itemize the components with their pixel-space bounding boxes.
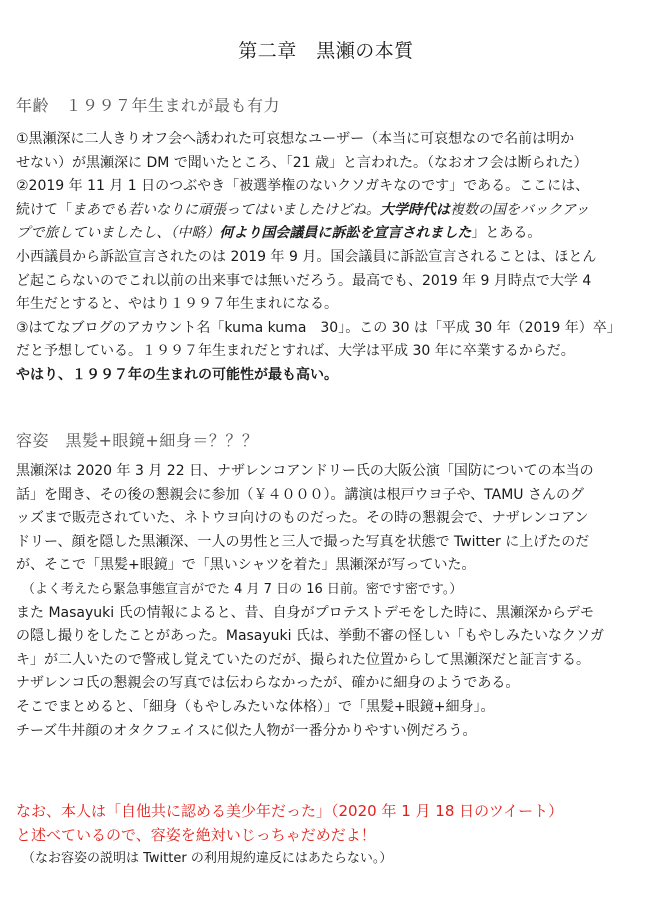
body-line: 黒瀬深は 2020 年 3 月 22 日、ナザレンコアンドリー氏の大阪公演「国防についての本当の	[16, 463, 594, 479]
italic-quote: まあでも若いなりに頑張ってはいましたけどね。	[72, 201, 380, 218]
aside-line: （よく考えたら緊急事態宣言がでた 4 月 7 日の 16 日前。密です密です。）	[22, 581, 463, 597]
body-line: ど起こらないのでこれ以前の出来事では無いだろう。最高でも、2019 年 9 月時点で大学 4	[16, 272, 592, 289]
warning-line: と述べているので、容姿を絶対いじっちゃだめだよ！	[16, 825, 376, 844]
italic-quote: 複数の国を	[450, 201, 520, 218]
body-line: ②2019 年 11 月 1 日のつぶやき「被選挙権のないクソガキなのです」である。ここには、	[16, 178, 590, 195]
body-line: ッズまで販売されていた、ネトウヨ向けのものだった。その時の懇親会で、ナザレンコアン	[16, 510, 589, 527]
bold-italic-quote: 大学時代は	[380, 201, 450, 218]
body-line-quote	[16, 199, 646, 223]
body-line: 小西議員から訴訟宣言されたのは 2019 年 9 月。国会議員に訴訟宣言されることは、ほとん	[16, 248, 597, 265]
body-line: ナザレンコ氏の懇親会の写真では伝わらなかったが、確かに細身のようである。	[16, 675, 520, 692]
section-appearance-body	[16, 460, 646, 743]
section-heading-appearance: 容姿 黒髪+眼鏡+細身＝？？？	[16, 431, 259, 450]
body-line: 話」を聞き、その後の懇親会に参加（￥４０００）。講演は根戸ウヨ子や、TAMU さんのグ	[16, 486, 584, 503]
chapter-title: 第二章 黒瀬の本質	[238, 40, 414, 62]
warning-block	[16, 800, 646, 871]
body-line: また Masayuki 氏の情報によると、昔、自身がプロテストデモをした時に、黒瀬深からデモ	[16, 604, 595, 621]
warning-line: なお、本人は「自他共に認める美少年だった」（2020 年 1 月 18 日のツイート）	[16, 802, 564, 820]
italic-quote: プで旅していましたし、（中略）	[16, 225, 220, 242]
text-run: 」とある。	[471, 225, 542, 242]
body-line: せない）が黒瀬深に DM で聞いたところ、「21 歳」と言われた。（なおオフ会は断られた）	[16, 154, 588, 171]
body-line: だと予想している。１９９７年生まれだとすれば、大学は平成 30 年に卒業するからだ。	[16, 343, 575, 360]
bold-italic-quote: 何より国会議員に訴訟を宣言されました	[219, 225, 472, 242]
section-heading-age: 年齢 １９９７年生まれが最も有力	[16, 96, 281, 115]
body-line: が、そこで「黒髪+眼鏡」で「黒いシャツを着た」黒瀬深が写っていた。	[16, 557, 476, 574]
section-age-body	[16, 128, 646, 388]
conclusion-line: やはり、１９９７年の生まれの可能性が最も高い。	[16, 366, 338, 383]
body-line-quote	[16, 222, 646, 246]
text-run: 続けて「	[16, 201, 72, 218]
body-line: 年生だとすると、やはり１９９７年生まれになる。	[16, 296, 338, 313]
body-line: キ」が二人いたので警戒し覚えていたのだが、撮られた位置からして黒瀬深だと証言する。	[16, 651, 590, 668]
body-line: ③はてなブログのアカウント名「kuma kuma 30」。この 30 は「平成 30 年（2019 年）卒」	[16, 319, 621, 336]
body-line: ドリー、顔を隠した黒瀬深、一人の男性と三人で撮った写真を状態で Twitter に上げたのだ	[16, 533, 590, 550]
body-line: そこでまとめると、「細身（もやしみたいな体格）」で「黒髪+眼鏡+細身」。	[16, 698, 495, 715]
italic-quote: バックアッ	[520, 201, 590, 218]
body-line: チーズ牛丼顔のオタクフェイスに似た人物が一番分かりやすい例だろう。	[16, 722, 477, 739]
body-line: の隠し撮りをしたことがあった。Masayuki 氏は、挙動不審の怪しい「もやしみたいなクソガ	[16, 628, 604, 645]
footnote-line: （なお容姿の説明は Twitter の利用規約違反にはあたらない。）	[22, 851, 393, 867]
body-line: ①黒瀬深に二人きりオフ会へ誘われた可哀想なユーザー（本当に可哀想なので名前は明か	[16, 131, 575, 147]
